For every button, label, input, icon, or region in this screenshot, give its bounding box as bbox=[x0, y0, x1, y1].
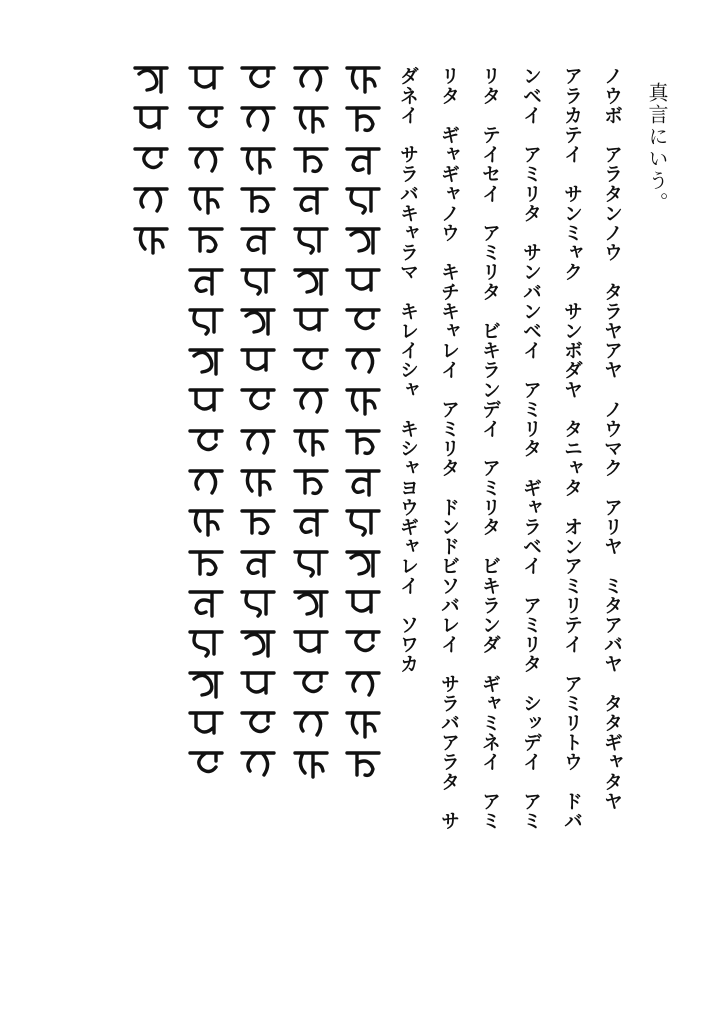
siddham-glyph bbox=[131, 62, 171, 94]
siddham-glyph bbox=[291, 586, 331, 618]
siddham-glyph bbox=[238, 425, 278, 457]
siddham-glyph bbox=[343, 102, 383, 134]
siddham-glyph bbox=[343, 465, 383, 497]
siddham-glyph bbox=[291, 505, 331, 537]
siddham-glyph bbox=[186, 586, 226, 618]
siddham-glyph bbox=[291, 62, 331, 94]
siddham-glyph bbox=[238, 505, 278, 537]
siddham-glyph bbox=[291, 264, 331, 296]
siddham-glyph bbox=[186, 384, 226, 416]
siddham-glyph bbox=[186, 626, 226, 658]
siddham-glyph bbox=[291, 183, 331, 215]
siddham-glyph bbox=[291, 465, 331, 497]
siddham-glyph bbox=[186, 344, 226, 376]
siddham-glyph bbox=[343, 62, 383, 94]
siddham-glyph bbox=[291, 707, 331, 739]
katakana-column-4: リタ テイセイ アミリタ ビキランデイ アミリタ ビキランダ ギャミネイ アミ bbox=[479, 66, 501, 831]
siddham-glyph bbox=[343, 667, 383, 699]
siddham-glyph bbox=[131, 183, 171, 215]
siddham-glyph bbox=[291, 546, 331, 578]
katakana-column-1: ノウボ アラタンノウ タラヤアヤ ノウマク アリヤ ミタアバヤ タタギャタヤ bbox=[601, 66, 623, 811]
siddham-glyph bbox=[186, 304, 226, 336]
siddham-glyph bbox=[186, 183, 226, 215]
siddham-glyph bbox=[238, 586, 278, 618]
siddham-glyph bbox=[291, 102, 331, 134]
siddham-glyph bbox=[238, 626, 278, 658]
siddham-glyph bbox=[343, 143, 383, 175]
siddham-glyph bbox=[131, 102, 171, 134]
siddham-glyph bbox=[186, 546, 226, 578]
siddham-glyph bbox=[131, 223, 171, 255]
siddham-glyph bbox=[186, 425, 226, 457]
katakana-column-6: ダネイ サラバキャラマ キレイシャ キシャヨウギャレイ ソワカ bbox=[397, 66, 419, 674]
siddham-glyph bbox=[343, 505, 383, 537]
siddham-glyph bbox=[343, 304, 383, 336]
siddham-glyph bbox=[238, 465, 278, 497]
siddham-glyph bbox=[343, 747, 383, 779]
siddham-glyph bbox=[186, 667, 226, 699]
siddham-glyph bbox=[291, 747, 331, 779]
siddham-glyph bbox=[291, 384, 331, 416]
siddham-glyph bbox=[238, 707, 278, 739]
siddham-glyph bbox=[291, 667, 331, 699]
siddham-glyph bbox=[238, 546, 278, 578]
siddham-glyph bbox=[291, 344, 331, 376]
siddham-glyph bbox=[238, 183, 278, 215]
siddham-glyph bbox=[343, 183, 383, 215]
siddham-glyph bbox=[238, 264, 278, 296]
siddham-glyph bbox=[238, 62, 278, 94]
siddham-glyph bbox=[343, 264, 383, 296]
siddham-glyph bbox=[343, 707, 383, 739]
mantra-heading: 真言にいう。 bbox=[645, 82, 669, 214]
siddham-glyph bbox=[186, 264, 226, 296]
siddham-glyph bbox=[186, 223, 226, 255]
siddham-glyph bbox=[291, 425, 331, 457]
siddham-glyph bbox=[186, 62, 226, 94]
siddham-glyph bbox=[186, 747, 226, 779]
siddham-glyph bbox=[238, 344, 278, 376]
siddham-glyph bbox=[343, 344, 383, 376]
siddham-glyph bbox=[238, 102, 278, 134]
siddham-glyph bbox=[343, 425, 383, 457]
siddham-glyph bbox=[291, 304, 331, 336]
siddham-glyph bbox=[186, 143, 226, 175]
siddham-glyph bbox=[343, 586, 383, 618]
siddham-glyph bbox=[238, 747, 278, 779]
siddham-glyph bbox=[186, 465, 226, 497]
siddham-glyph bbox=[238, 143, 278, 175]
katakana-column-2: アラカテイ サンミャク サンボダヤ タニャタ オンアミリテイ アミリトウ ドバ bbox=[561, 66, 583, 831]
siddham-glyph bbox=[343, 626, 383, 658]
siddham-glyph bbox=[238, 304, 278, 336]
katakana-column-5: リタ ギャギャノウ キチキャレイ アミリタ ドンドビソバレイ サラバアラタ サ bbox=[438, 66, 460, 831]
siddham-glyph bbox=[131, 143, 171, 175]
katakana-column-3: ンベイ アミリタ サンバンベイ アミリタ ギャラベイ アミリタ シッデイ アミ bbox=[520, 66, 542, 831]
siddham-glyph bbox=[186, 707, 226, 739]
siddham-glyph bbox=[291, 223, 331, 255]
siddham-glyph bbox=[343, 223, 383, 255]
siddham-glyph bbox=[343, 384, 383, 416]
siddham-glyph bbox=[238, 384, 278, 416]
siddham-glyph bbox=[186, 102, 226, 134]
siddham-glyph bbox=[291, 626, 331, 658]
siddham-glyph bbox=[238, 667, 278, 699]
siddham-glyph bbox=[238, 223, 278, 255]
siddham-glyph bbox=[186, 505, 226, 537]
siddham-glyph bbox=[343, 546, 383, 578]
siddham-glyph bbox=[291, 143, 331, 175]
